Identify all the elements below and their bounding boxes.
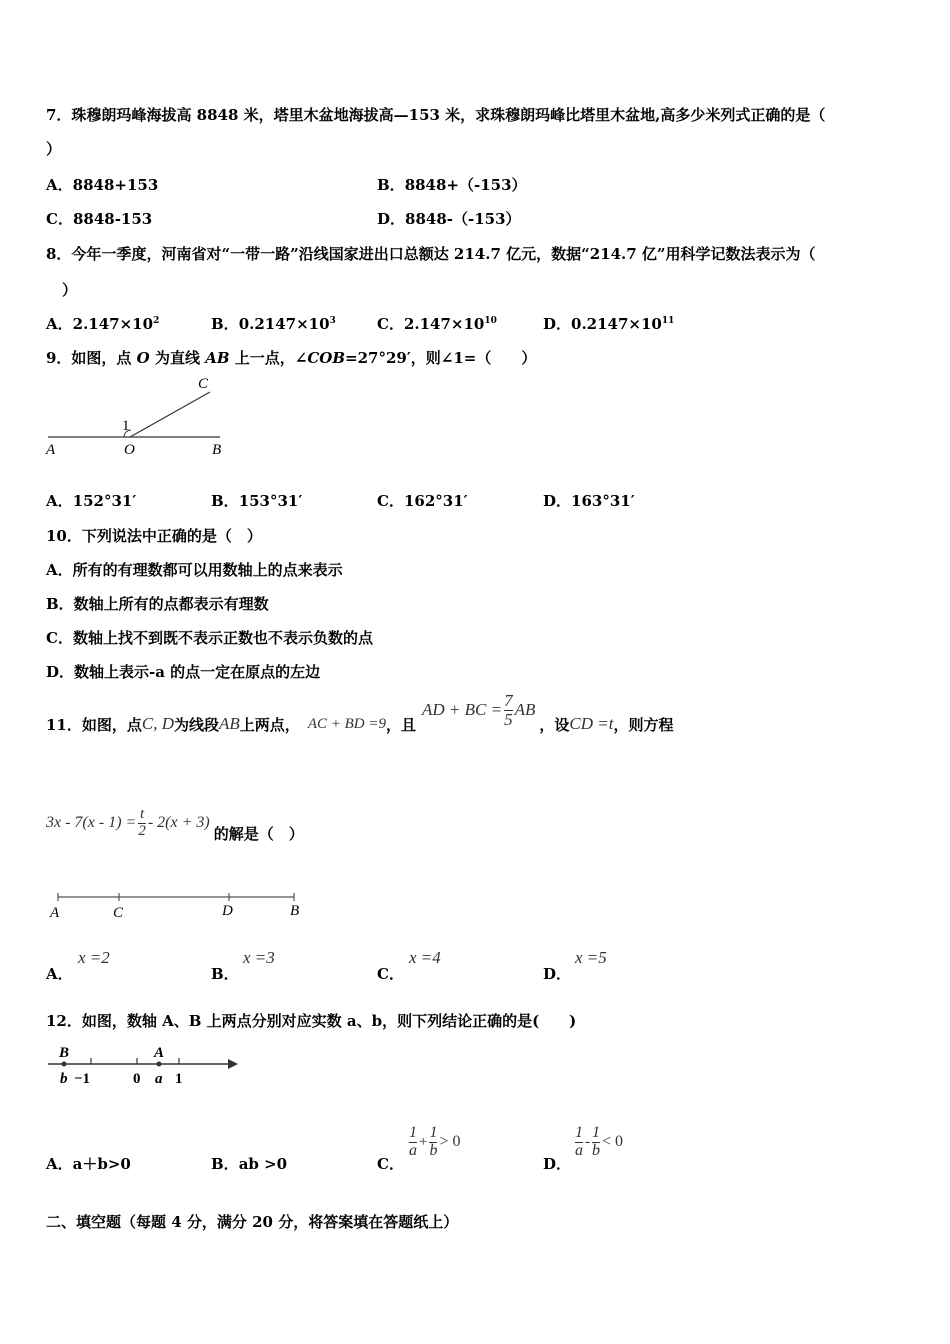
label-a: a [155, 1071, 163, 1087]
q11-option-c-letter: C． [377, 965, 404, 983]
label-b-upper: B [59, 1045, 70, 1061]
q8-option-b: B．$0.2147\times 10^3$ [211, 315, 336, 333]
label-a: A [50, 905, 60, 921]
q9-option-d: D．163°31′ [543, 492, 635, 510]
q7-option-c: C．8848-153 [46, 210, 153, 228]
q7-option-b: B．8848+（-153） [377, 176, 527, 194]
label-0: 0 [133, 1071, 141, 1087]
label-b: B [212, 442, 222, 458]
q12-number-line [44, 1043, 244, 1091]
point-b [62, 1062, 67, 1067]
label-c: C [113, 905, 124, 921]
q12-option-c-letter: C． [377, 1155, 404, 1173]
label-o: O [124, 442, 135, 458]
q11-option-d: x =5 [575, 948, 607, 967]
q11-option-b-letter: B． [211, 965, 239, 983]
q11-option-b: x =3 [243, 948, 275, 967]
label-c: C [198, 376, 209, 392]
q7-option-d: D．8848-（-153） [377, 210, 521, 228]
q8-option-d: D．$0.2147\times 10^{11}$ [543, 315, 675, 333]
label-1: 1 [175, 1071, 183, 1087]
ray-oc [130, 392, 210, 437]
q10-option-d: D．数轴上表示-a 的点一定在原点的左边 [46, 663, 321, 681]
section-fill-in-title: 二、填空题（每题 4 分，满分 20 分，将答案填在答题纸上） [46, 1213, 459, 1231]
point-a [157, 1062, 162, 1067]
q11-segment-figure [44, 885, 314, 925]
q11-option-a: x =2 [78, 948, 110, 967]
label-minus-1: −1 [74, 1071, 91, 1087]
q11-equation: 3x - 7(x - 1) = $\frac{t}{2}$ - 2(x + 3) [46, 805, 210, 839]
q8-option-c: C．$2.147\times 10^{10}$ [377, 315, 497, 333]
q12-stem: 12．如图，数轴 A、B 上两点分别对应实数 a、b，则下列结论正确的是( ) [46, 1012, 577, 1030]
q11-option-d-letter: D． [543, 965, 572, 983]
label-b: b [60, 1071, 68, 1087]
q12-option-d: $\frac{1}{a}$ - $\frac{1}{b}$ < 0 [575, 1124, 624, 1159]
q7-stem-line2: ） [46, 140, 62, 158]
q11-option-a-letter: A． [46, 965, 73, 983]
label-angle-1: 1 [122, 418, 130, 434]
q9-option-b: B．153°31′ [211, 492, 303, 510]
q8-stem-line2: ） [62, 281, 78, 299]
q10-option-a: A．所有的有理数都可以用数轴上的点来表示 [46, 561, 343, 579]
axis-arrow [228, 1059, 238, 1069]
q9-angle-figure [40, 372, 240, 462]
q7-option-a: A．8848+153 [46, 176, 159, 194]
q12-option-b: B．ab >0 [211, 1155, 288, 1173]
q11-equation-line: 3x - 7(x - 1) = $\frac{t}{2}$ - 2(x + 3) 的解是（ ） [46, 805, 304, 843]
label-a: A [46, 442, 56, 458]
q11-stem: 11．如图，点 C, D 为线段 AB 上两点， AC + BD =9 ，且 AD + BC = $\frac{7}{5}$ AB ，设 CD =t ，则方程 [46, 690, 674, 734]
q9-option-c: C．162°31′ [377, 492, 468, 510]
q9-stem: 9．如图，点 O 为直线 AB 上一点，∠COB=27°29′，则∠1=（ ） [46, 349, 537, 367]
q10-stem: 10．下列说法中正确的是（ ） [46, 527, 262, 545]
label-d: D [222, 903, 233, 919]
label-a-upper: A [154, 1045, 165, 1061]
q8-stem-line1: 8．今年一季度，河南省对“一带一路”沿线国家进出口总额达 214.7 亿元，数据“214.7 亿”用科学记数法表示为（ [46, 245, 816, 263]
q11-condition-2: AD + BC = $\frac{7}{5}$ AB [422, 690, 536, 729]
q12-option-d-letter: D． [543, 1155, 572, 1173]
q11-option-c: x =4 [409, 948, 441, 967]
q10-option-c: C．数轴上找不到既不表示正数也不表示负数的点 [46, 629, 373, 647]
q8-option-a: A．$2.147\times 10^2$ [46, 315, 160, 333]
q10-option-b: B．数轴上所有的点都表示有理数 [46, 595, 269, 613]
q12-option-a: A．a＋b>0 [46, 1155, 131, 1173]
q9-option-a: A．152°31′ [46, 492, 137, 510]
q7-stem-line1: 7．珠穆朗玛峰海拔高 8848 米，塔里木盆地海拔高—153 米，求珠穆朗玛峰比塔里木盆地,高多少米列式正确的是（ [46, 106, 826, 124]
label-b: B [290, 903, 300, 919]
q12-option-c: $\frac{1}{a}$ + $\frac{1}{b}$ > 0 [409, 1124, 461, 1159]
